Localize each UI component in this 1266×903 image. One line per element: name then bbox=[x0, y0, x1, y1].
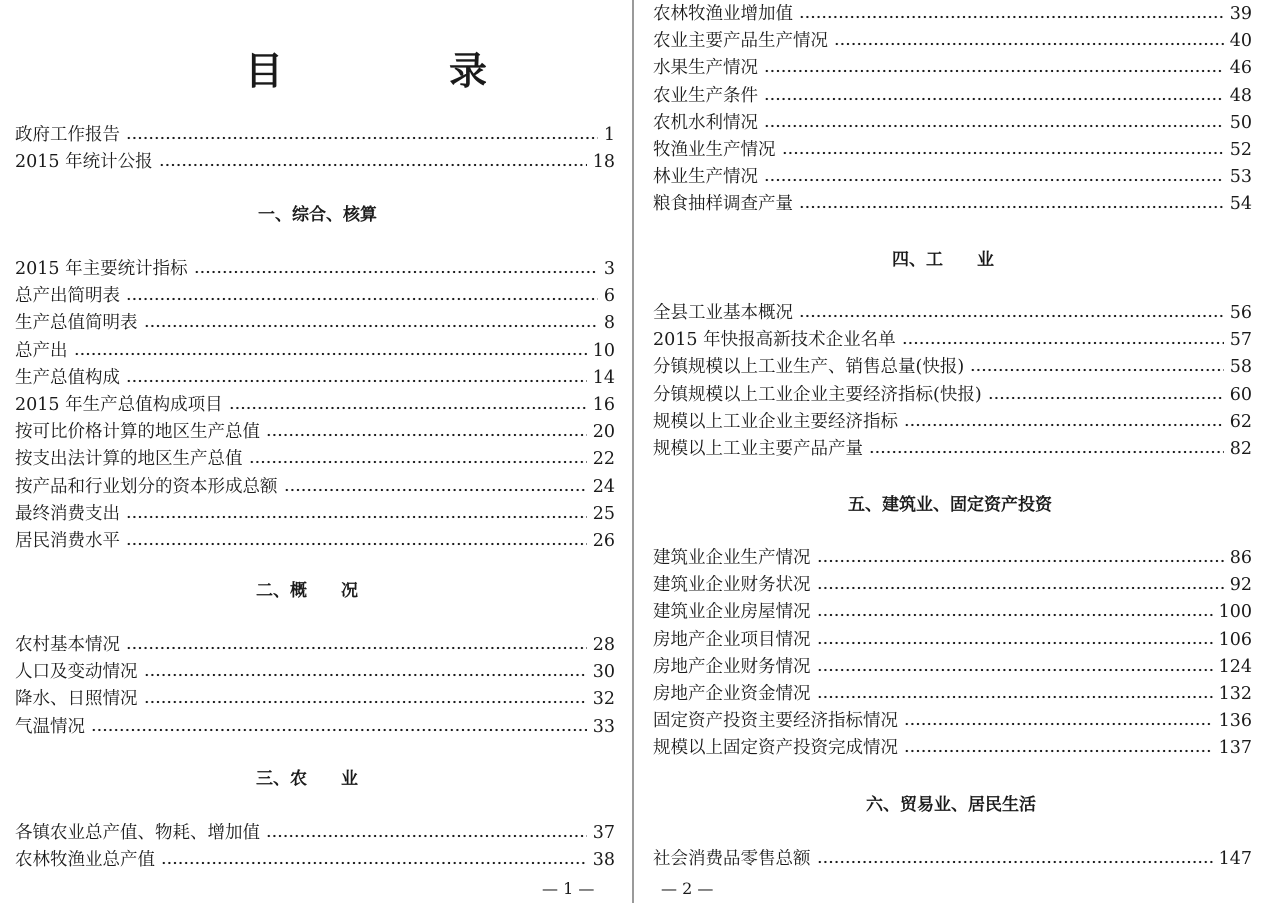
entry-page-number: 32 bbox=[592, 689, 615, 709]
toc-entry[interactable] bbox=[653, 327, 1252, 353]
dot-leader bbox=[782, 151, 1224, 155]
entry-page-number: 40 bbox=[1229, 31, 1252, 51]
toc-entry[interactable] bbox=[15, 474, 615, 500]
entry-title: 固定资产投资主要经济指标情况 bbox=[653, 711, 898, 731]
toc-entry[interactable] bbox=[15, 149, 615, 175]
dot-leader bbox=[249, 460, 587, 464]
entry-page-number: 50 bbox=[1229, 113, 1252, 133]
dot-leader bbox=[126, 379, 587, 383]
toc-entry[interactable] bbox=[653, 409, 1252, 435]
dot-leader bbox=[904, 423, 1224, 427]
entry-title: 社会消费品零售总额 bbox=[653, 849, 811, 869]
entry-title: 2015 年生产总值构成项目 bbox=[15, 395, 223, 415]
toc-entry[interactable] bbox=[15, 528, 615, 554]
dot-leader bbox=[159, 163, 587, 167]
dot-leader bbox=[126, 136, 598, 140]
dot-leader bbox=[91, 728, 587, 732]
entry-page-number: 6 bbox=[603, 286, 615, 306]
dot-leader bbox=[266, 433, 587, 437]
dot-leader bbox=[970, 368, 1224, 372]
entry-page-number: 100 bbox=[1218, 602, 1252, 622]
entry-title: 按支出法计算的地区生产总值 bbox=[15, 449, 243, 469]
entry-page-number: 60 bbox=[1229, 385, 1252, 405]
entry-page-number: 92 bbox=[1229, 575, 1252, 595]
dot-leader bbox=[126, 646, 587, 650]
toc-entry[interactable] bbox=[15, 283, 615, 309]
entry-title: 农林牧渔业增加值 bbox=[653, 4, 793, 24]
toc-entry[interactable] bbox=[15, 365, 615, 391]
entry-title: 农业主要产品生产情况 bbox=[653, 31, 828, 51]
entry-page-number: 37 bbox=[592, 823, 615, 843]
toc-entry[interactable] bbox=[653, 164, 1252, 190]
toc-entry[interactable] bbox=[653, 28, 1252, 54]
entry-title: 建筑业企业生产情况 bbox=[653, 548, 811, 568]
entry-page-number: 106 bbox=[1218, 630, 1252, 650]
toc-entry[interactable] bbox=[653, 846, 1252, 872]
entry-page-number: 56 bbox=[1229, 303, 1252, 323]
dot-leader bbox=[126, 297, 598, 301]
entry-title: 各镇农业总产值、物耗、增加值 bbox=[15, 823, 260, 843]
toc-entry[interactable] bbox=[653, 545, 1252, 571]
toc-entry[interactable] bbox=[15, 686, 615, 712]
entry-page-number: 18 bbox=[592, 152, 615, 172]
entry-title: 房地产企业财务情况 bbox=[653, 657, 811, 677]
toc-entry[interactable] bbox=[15, 392, 615, 418]
dot-leader bbox=[74, 352, 587, 356]
entry-title: 房地产企业资金情况 bbox=[653, 684, 811, 704]
entry-title: 按可比价格计算的地区生产总值 bbox=[15, 422, 260, 442]
dot-leader bbox=[764, 69, 1224, 73]
entry-page-number: 1 bbox=[603, 125, 615, 145]
entry-page-number: 10 bbox=[592, 341, 615, 361]
dot-leader bbox=[284, 488, 587, 492]
entry-page-number: 14 bbox=[592, 368, 615, 388]
dot-leader bbox=[817, 695, 1213, 699]
toc-entry[interactable] bbox=[15, 659, 615, 685]
dot-leader bbox=[229, 406, 587, 410]
dot-leader bbox=[126, 515, 587, 519]
dot-leader bbox=[902, 341, 1224, 345]
dot-leader bbox=[799, 314, 1224, 318]
section-heading: 三、农 业 bbox=[256, 769, 358, 789]
dot-leader bbox=[904, 722, 1213, 726]
dot-leader bbox=[266, 834, 587, 838]
dot-leader bbox=[817, 860, 1213, 864]
toc-entry[interactable] bbox=[653, 354, 1252, 380]
dot-leader bbox=[764, 178, 1224, 182]
entry-page-number: 137 bbox=[1218, 738, 1252, 758]
dot-leader bbox=[194, 270, 598, 274]
entry-title: 规模以上固定资产投资完成情况 bbox=[653, 738, 898, 758]
entry-title: 人口及变动情况 bbox=[15, 662, 138, 682]
section-heading: 四、工 业 bbox=[892, 250, 994, 270]
entry-title: 牧渔业生产情况 bbox=[653, 140, 776, 160]
section-heading: 六、贸易业、居民生活 bbox=[866, 795, 1036, 815]
toc-entry[interactable] bbox=[15, 256, 615, 282]
toc-entry[interactable] bbox=[653, 191, 1252, 217]
section-heading: 二、概 况 bbox=[256, 581, 358, 601]
entry-page-number: 8 bbox=[603, 313, 615, 333]
entry-title: 居民消费水平 bbox=[15, 531, 120, 551]
dot-leader bbox=[161, 861, 587, 865]
entry-page-number: 48 bbox=[1229, 86, 1252, 106]
entry-page-number: 39 bbox=[1229, 4, 1252, 24]
entry-title: 建筑业企业房屋情况 bbox=[653, 602, 811, 622]
entry-title: 规模以上工业企业主要经济指标 bbox=[653, 412, 898, 432]
dot-leader bbox=[817, 613, 1213, 617]
dot-leader bbox=[834, 42, 1224, 46]
entry-title: 分镇规模以上工业生产、销售总量(快报) bbox=[653, 357, 965, 377]
entry-page-number: 3 bbox=[603, 259, 615, 279]
toc-entry[interactable] bbox=[653, 55, 1252, 81]
entry-title: 粮食抽样调查产量 bbox=[653, 194, 793, 214]
entry-page-number: 86 bbox=[1229, 548, 1252, 568]
right-page bbox=[634, 0, 1266, 903]
entry-title: 政府工作报告 bbox=[15, 125, 120, 145]
entry-title: 生产总值简明表 bbox=[15, 313, 138, 333]
entry-page-number: 57 bbox=[1229, 330, 1252, 350]
entry-title: 农机水利情况 bbox=[653, 113, 758, 133]
entry-title: 降水、日照情况 bbox=[15, 689, 138, 709]
entry-title: 2015 年快报高新技术企业名单 bbox=[653, 330, 896, 350]
entry-page-number: 22 bbox=[592, 449, 615, 469]
dot-leader bbox=[144, 700, 587, 704]
dot-leader bbox=[817, 668, 1213, 672]
dot-leader bbox=[817, 641, 1213, 645]
toc-entry[interactable] bbox=[15, 419, 615, 445]
entry-page-number: 82 bbox=[1229, 439, 1252, 459]
entry-page-number: 28 bbox=[592, 635, 615, 655]
toc-entry[interactable] bbox=[653, 1, 1252, 27]
entry-page-number: 46 bbox=[1229, 58, 1252, 78]
toc-entry[interactable] bbox=[653, 627, 1252, 653]
entry-title: 气温情况 bbox=[15, 717, 85, 737]
section-heading: 五、建筑业、固定资产投资 bbox=[848, 495, 1052, 515]
entry-page-number: 53 bbox=[1229, 167, 1252, 187]
entry-title: 林业生产情况 bbox=[653, 167, 758, 187]
entry-title: 分镇规模以上工业企业主要经济指标(快报) bbox=[653, 385, 982, 405]
page-number-right: — 2 — bbox=[661, 879, 714, 898]
entry-page-number: 20 bbox=[592, 422, 615, 442]
toc-entry[interactable] bbox=[653, 110, 1252, 136]
entry-title: 2015 年主要统计指标 bbox=[15, 259, 188, 279]
dot-leader bbox=[904, 749, 1213, 753]
toc-entry[interactable] bbox=[15, 446, 615, 472]
entry-page-number: 30 bbox=[592, 662, 615, 682]
toc-entry[interactable] bbox=[15, 714, 615, 740]
dot-leader bbox=[799, 15, 1224, 19]
toc-entry[interactable] bbox=[15, 632, 615, 658]
toc-entry[interactable] bbox=[653, 572, 1252, 598]
entry-title: 农村基本情况 bbox=[15, 635, 120, 655]
section-heading: 一、综合、核算 bbox=[258, 205, 377, 225]
dot-leader bbox=[144, 324, 598, 328]
page-number-left: — 1 — bbox=[542, 879, 595, 898]
toc-title: 目 录 bbox=[245, 48, 552, 93]
entry-page-number: 58 bbox=[1229, 357, 1252, 377]
entry-title: 按产品和行业划分的资本形成总额 bbox=[15, 477, 278, 497]
entry-page-number: 136 bbox=[1218, 711, 1252, 731]
toc-entry[interactable] bbox=[653, 708, 1252, 734]
toc-entry[interactable] bbox=[653, 654, 1252, 680]
entry-title: 2015 年统计公报 bbox=[15, 152, 153, 172]
entry-page-number: 16 bbox=[592, 395, 615, 415]
entry-title: 生产总值构成 bbox=[15, 368, 120, 388]
dot-leader bbox=[144, 673, 587, 677]
entry-title: 最终消费支出 bbox=[15, 504, 120, 524]
toc-entry[interactable] bbox=[653, 681, 1252, 707]
entry-page-number: 62 bbox=[1229, 412, 1252, 432]
toc-entry[interactable] bbox=[653, 300, 1252, 326]
dot-leader bbox=[126, 542, 587, 546]
dot-leader bbox=[817, 586, 1224, 590]
entry-title: 水果生产情况 bbox=[653, 58, 758, 78]
entry-title: 全县工业基本概况 bbox=[653, 303, 793, 323]
toc-entry[interactable] bbox=[15, 122, 615, 148]
entry-page-number: 38 bbox=[592, 850, 615, 870]
toc-entry[interactable] bbox=[15, 338, 615, 364]
entry-title: 农林牧渔业总产值 bbox=[15, 850, 155, 870]
entry-page-number: 26 bbox=[592, 531, 615, 551]
toc-entry[interactable] bbox=[15, 820, 615, 846]
dot-leader bbox=[817, 559, 1224, 563]
entry-page-number: 147 bbox=[1218, 849, 1252, 869]
entry-title: 建筑业企业财务状况 bbox=[653, 575, 811, 595]
entry-title: 总产出简明表 bbox=[15, 286, 120, 306]
entry-page-number: 132 bbox=[1218, 684, 1252, 704]
dot-leader bbox=[988, 396, 1224, 400]
entry-title: 农业生产条件 bbox=[653, 86, 758, 106]
dot-leader bbox=[869, 450, 1224, 454]
entry-title: 规模以上工业主要产品产量 bbox=[653, 439, 863, 459]
toc-entry[interactable] bbox=[653, 599, 1252, 625]
toc-entry[interactable] bbox=[653, 436, 1252, 462]
toc-entry[interactable] bbox=[15, 310, 615, 336]
toc-entry[interactable] bbox=[653, 83, 1252, 109]
entry-page-number: 33 bbox=[592, 717, 615, 737]
dot-leader bbox=[799, 205, 1224, 209]
dot-leader bbox=[764, 124, 1224, 128]
entry-page-number: 25 bbox=[592, 504, 615, 524]
entry-title: 总产出 bbox=[15, 341, 68, 361]
toc-entry[interactable] bbox=[653, 735, 1252, 761]
toc-entry[interactable] bbox=[653, 137, 1252, 163]
left-page bbox=[0, 0, 632, 903]
entry-title: 房地产企业项目情况 bbox=[653, 630, 811, 650]
toc-entry[interactable] bbox=[653, 382, 1252, 408]
dot-leader bbox=[764, 97, 1224, 101]
toc-entry[interactable] bbox=[15, 501, 615, 527]
entry-page-number: 124 bbox=[1218, 657, 1252, 677]
toc-entry[interactable] bbox=[15, 847, 615, 873]
entry-page-number: 54 bbox=[1229, 194, 1252, 214]
entry-page-number: 52 bbox=[1229, 140, 1252, 160]
entry-page-number: 24 bbox=[592, 477, 615, 497]
